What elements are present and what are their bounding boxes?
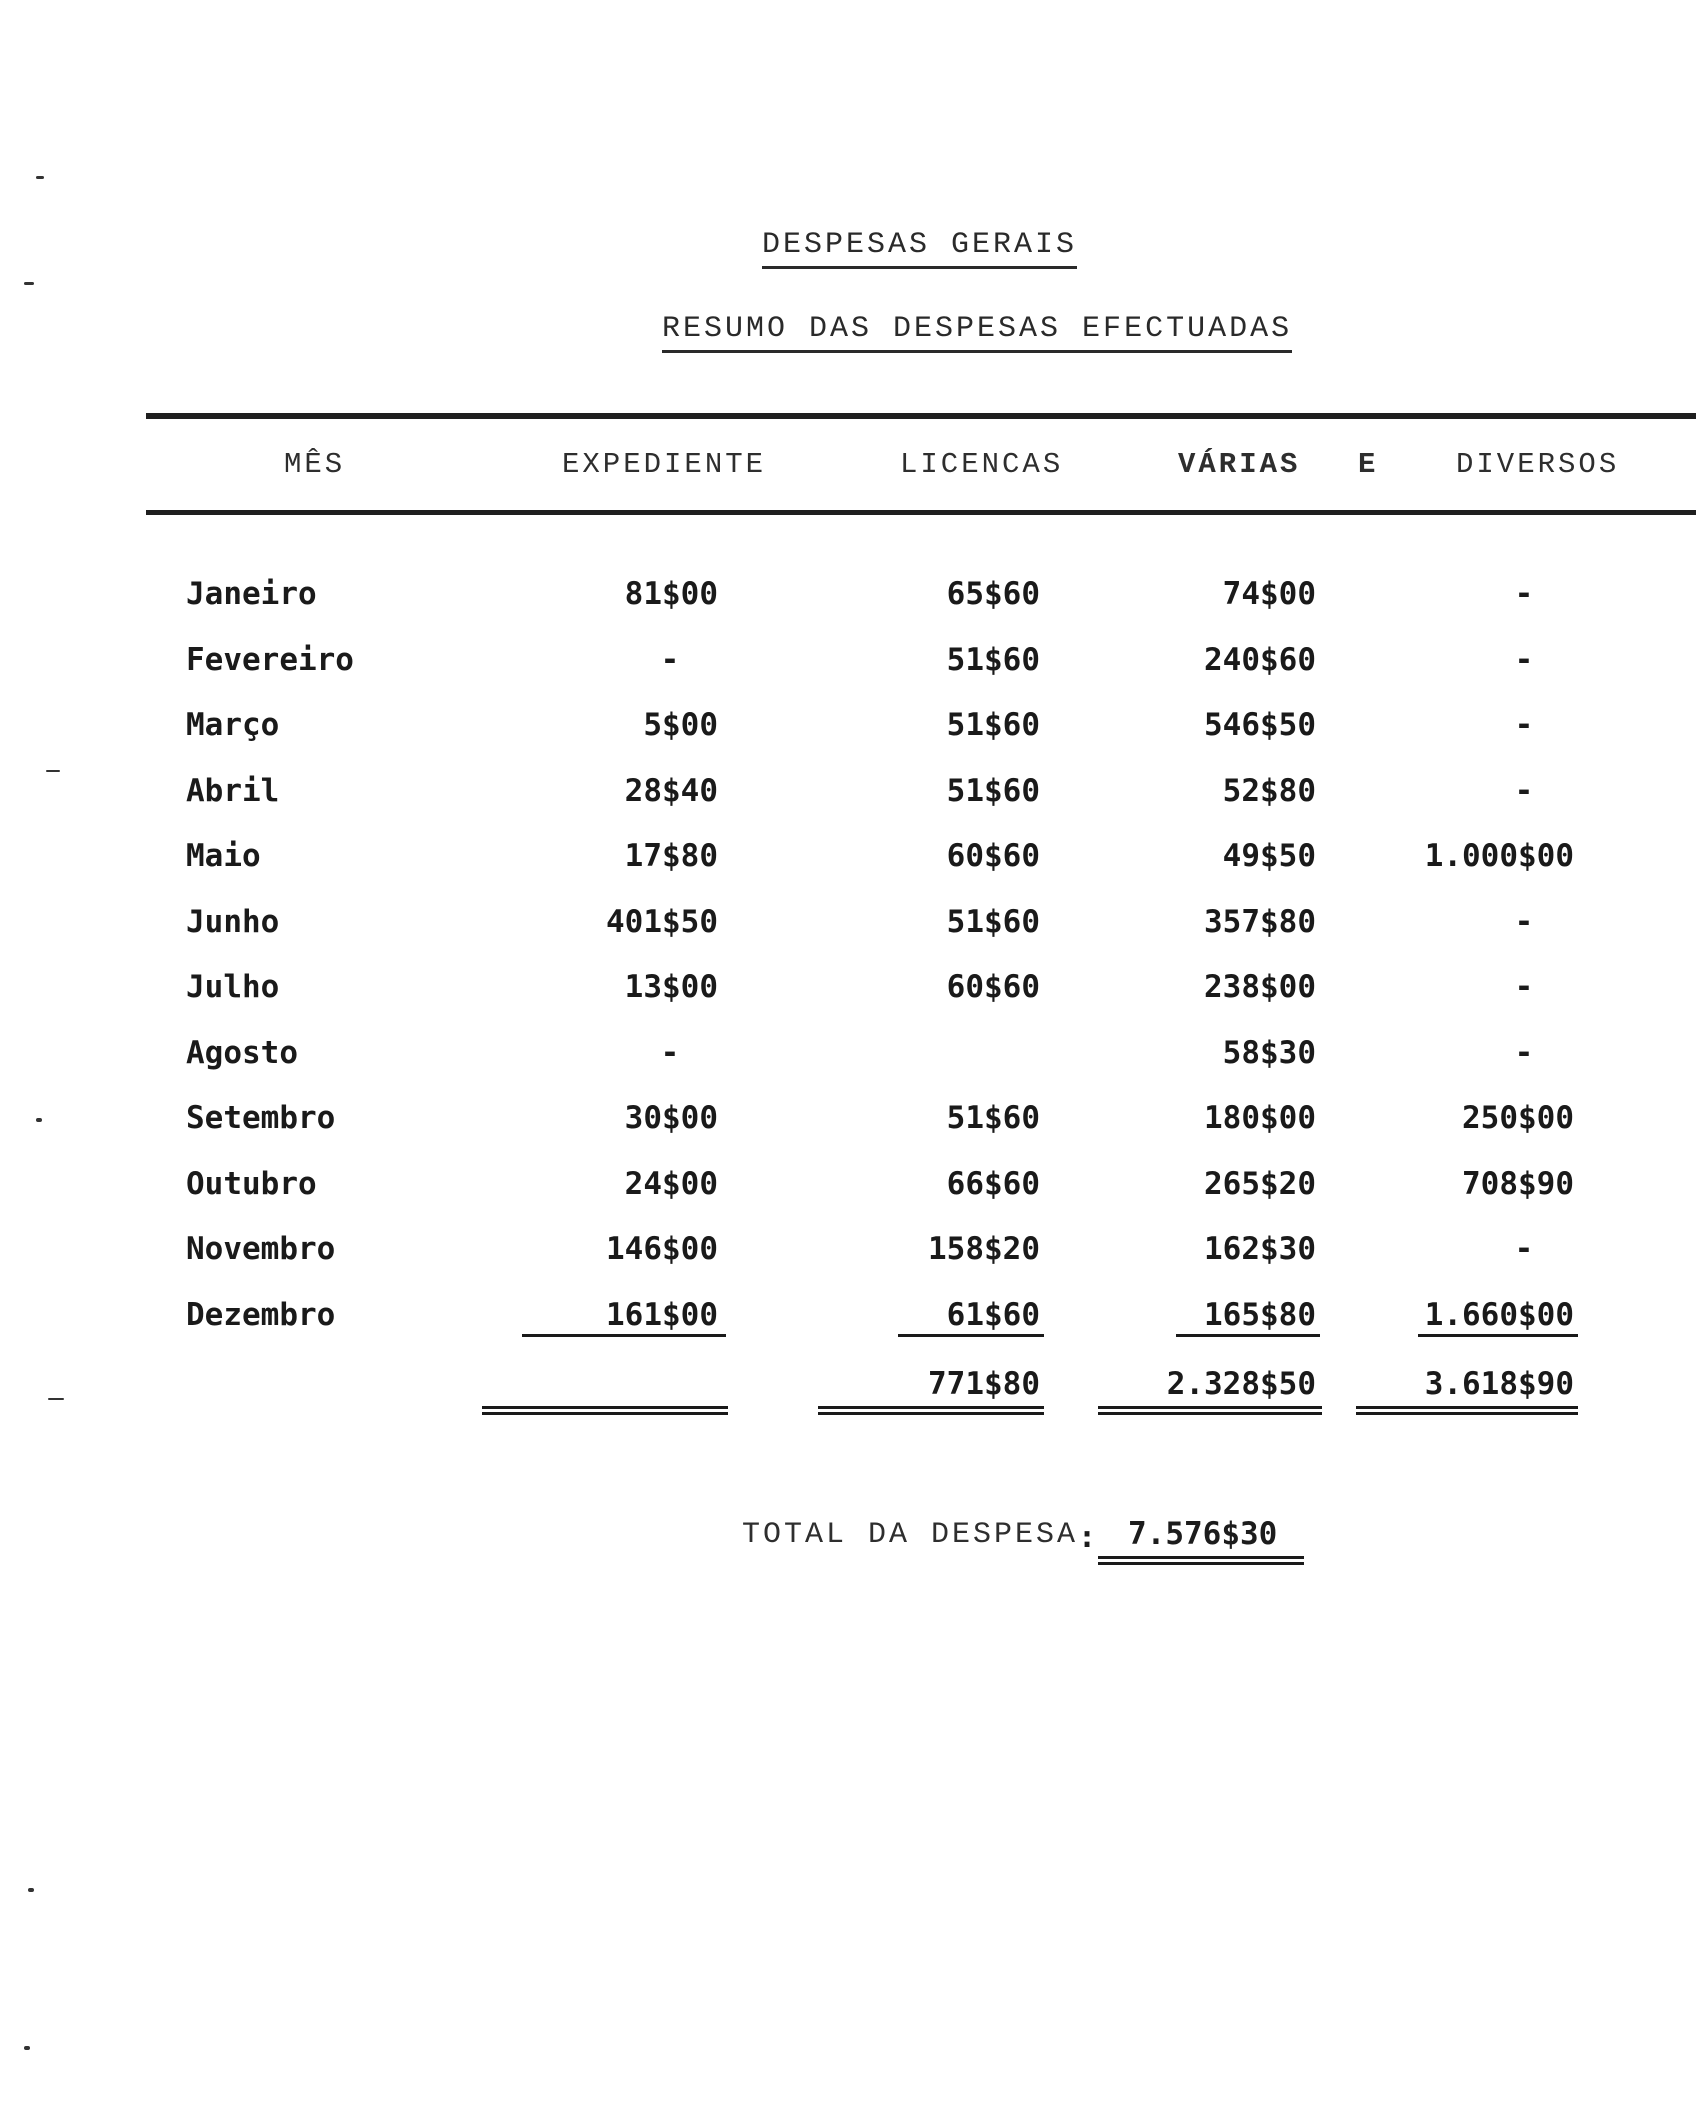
cell-expediente: 24$00 <box>624 1166 718 1202</box>
cell-varias: 165$80 <box>1204 1297 1316 1333</box>
total-diversos: 3.618$90 <box>1424 1366 1574 1402</box>
cell-expediente: - <box>660 642 680 678</box>
cell-diversos: - <box>1514 904 1534 940</box>
cell-diversos: 250$00 <box>1462 1100 1574 1136</box>
cell-mes: Maio <box>186 838 261 874</box>
cell-varias: 238$00 <box>1204 969 1316 1005</box>
cell-licencas: 51$60 <box>946 904 1040 940</box>
cell-mes: Novembro <box>186 1231 336 1267</box>
total-varias: 2.328$50 <box>1166 1366 1316 1402</box>
cell-varias: 74$00 <box>1222 576 1316 612</box>
cell-varias: 240$60 <box>1204 642 1316 678</box>
cell-expediente: 30$00 <box>624 1100 718 1136</box>
cell-diversos: - <box>1514 1035 1534 1071</box>
cell-varias: 52$80 <box>1222 773 1316 809</box>
total-despesa-separator: : <box>1078 1520 1097 1555</box>
scan-speck <box>48 1398 64 1400</box>
cell-expediente: 17$80 <box>624 838 718 874</box>
cell-licencas: 51$60 <box>946 1100 1040 1136</box>
cell-varias: 162$30 <box>1204 1231 1316 1267</box>
cell-diversos: - <box>1514 1231 1534 1267</box>
cell-expediente: 5$00 <box>643 707 718 743</box>
subtotal-underline-varias <box>1176 1334 1320 1337</box>
cell-diversos: - <box>1514 707 1534 743</box>
table-header-rule <box>146 510 1696 515</box>
header-varias: VÁRIAS <box>1178 448 1301 481</box>
cell-diversos: - <box>1514 576 1534 612</box>
subtotal-underline-expediente <box>522 1334 726 1337</box>
total-despesa-label: TOTAL DA DESPESA <box>742 1518 1079 1552</box>
header-e: E <box>1358 448 1379 481</box>
cell-varias: 180$00 <box>1204 1100 1316 1136</box>
total-underline-varias <box>1098 1406 1322 1415</box>
header-licencas: LICENCAS <box>900 448 1064 481</box>
cell-diversos: 708$90 <box>1462 1166 1574 1202</box>
cell-varias: 58$30 <box>1222 1035 1316 1071</box>
cell-mes: Janeiro <box>186 576 317 612</box>
cell-expediente: 81$00 <box>624 576 718 612</box>
cell-mes: Fevereiro <box>186 642 354 678</box>
cell-diversos: - <box>1514 969 1534 1005</box>
cell-licencas: 158$20 <box>928 1231 1040 1267</box>
total-despesa-underline <box>1098 1556 1304 1565</box>
cell-licencas: 61$60 <box>946 1297 1040 1333</box>
total-despesa-value: 7.576$30 <box>1128 1516 1278 1552</box>
header-expediente: EXPEDIENTE <box>562 448 767 481</box>
cell-varias: 546$50 <box>1204 707 1316 743</box>
scan-speck <box>24 282 34 285</box>
cell-varias: 357$80 <box>1204 904 1316 940</box>
scan-speck <box>28 1888 34 1892</box>
cell-expediente: 28$40 <box>624 773 718 809</box>
cell-licencas: 65$60 <box>946 576 1040 612</box>
cell-mes: Março <box>186 707 280 743</box>
cell-mes: Junho <box>186 904 280 940</box>
cell-diversos: 1.000$00 <box>1424 838 1574 874</box>
document-subtitle: RESUMO DAS DESPESAS EFECTUADAS <box>662 312 1292 353</box>
cell-mes: Abril <box>186 773 280 809</box>
cell-licencas: 60$60 <box>946 969 1040 1005</box>
cell-expediente: 146$00 <box>606 1231 718 1267</box>
scan-speck <box>36 1118 42 1122</box>
cell-mes: Julho <box>186 969 280 1005</box>
cell-varias: 49$50 <box>1222 838 1316 874</box>
header-mes: MÊS <box>284 448 346 481</box>
cell-mes: Agosto <box>186 1035 298 1071</box>
cell-licencas: 60$60 <box>946 838 1040 874</box>
cell-mes: Setembro <box>186 1100 336 1136</box>
total-underline-licencas <box>818 1406 1044 1415</box>
cell-diversos: - <box>1514 773 1534 809</box>
total-underline-expediente <box>482 1406 728 1415</box>
cell-expediente: - <box>660 1035 680 1071</box>
cell-licencas: 51$60 <box>946 773 1040 809</box>
scan-speck <box>24 2046 30 2050</box>
cell-diversos: 1.660$00 <box>1424 1297 1574 1333</box>
header-diversos: DIVERSOS <box>1456 448 1620 481</box>
table-top-rule <box>146 413 1696 419</box>
cell-varias: 265$20 <box>1204 1166 1316 1202</box>
cell-licencas: 51$60 <box>946 642 1040 678</box>
scan-speck <box>36 176 44 179</box>
total-licencas: 771$80 <box>928 1366 1040 1402</box>
cell-licencas: 66$60 <box>946 1166 1040 1202</box>
cell-expediente: 13$00 <box>624 969 718 1005</box>
subtotal-underline-licencas <box>898 1334 1044 1337</box>
scan-speck <box>46 770 60 772</box>
cell-licencas: 51$60 <box>946 707 1040 743</box>
cell-mes: Dezembro <box>186 1297 336 1333</box>
total-underline-diversos <box>1356 1406 1578 1415</box>
subtotal-underline-diversos <box>1418 1334 1578 1337</box>
cell-expediente: 401$50 <box>606 904 718 940</box>
cell-mes: Outubro <box>186 1166 317 1202</box>
document-title: DESPESAS GERAIS <box>762 228 1077 269</box>
cell-expediente: 161$00 <box>606 1297 718 1333</box>
cell-diversos: - <box>1514 642 1534 678</box>
